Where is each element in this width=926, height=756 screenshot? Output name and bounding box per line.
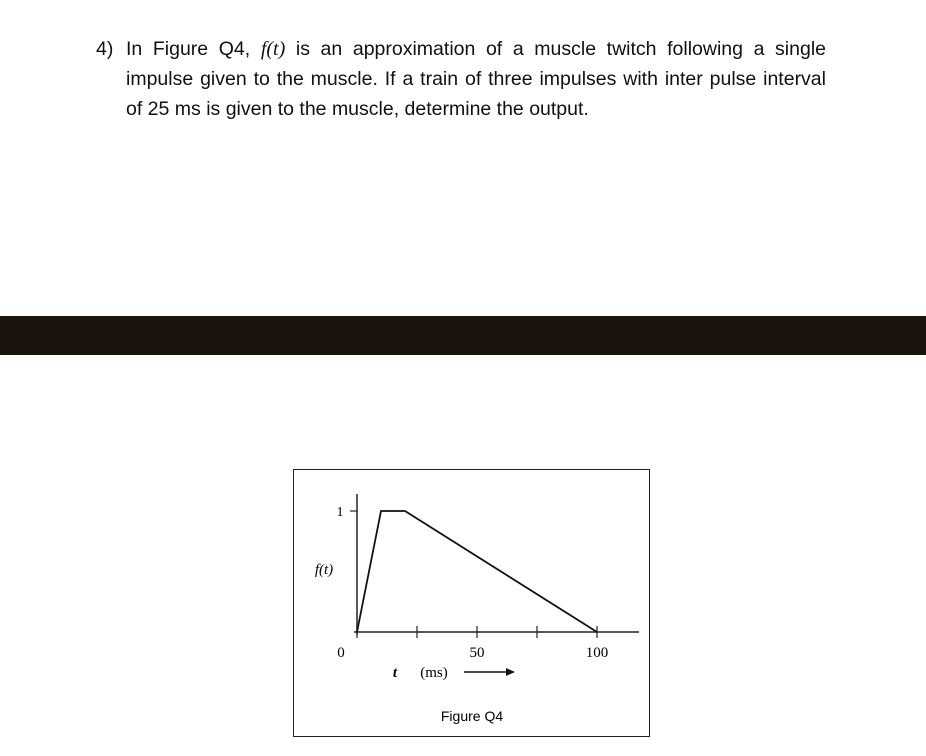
y-axis-label: f(t) — [314, 562, 334, 578]
question-text-rest: is an approximation of a muscle twitch following a single impulse given to the muscle. If a train of three impulses with inter pulse interval of 25 ms is given to the muscle, determine the output. — [126, 38, 827, 120]
y-tick-labels — [337, 505, 344, 520]
figure-caption: Figure Q4 — [440, 708, 504, 724]
muscle-twitch-chart — [294, 470, 651, 738]
question-text-before: In Figure Q4, — [126, 38, 261, 60]
x-axis-label-unit: (ms) — [420, 665, 448, 681]
dark-divider-band — [0, 316, 926, 355]
x-tick-label-100: 100 — [585, 645, 609, 661]
function-symbol: f(t) — [260, 38, 286, 60]
x-tick-labels — [337, 645, 608, 661]
arrow-right-icon — [464, 668, 515, 676]
question-text — [126, 34, 826, 124]
y-tick-label-1: 1 — [336, 505, 344, 520]
twitch-curve-line — [357, 511, 597, 632]
x-axis-label-variable: t — [392, 665, 398, 681]
figure-q4 — [293, 469, 650, 737]
x-tick-label-50: 50 — [469, 645, 485, 661]
question-number: 4) — [96, 38, 114, 60]
x-tick-label-0: 0 — [337, 645, 345, 661]
question-4 — [96, 34, 826, 124]
